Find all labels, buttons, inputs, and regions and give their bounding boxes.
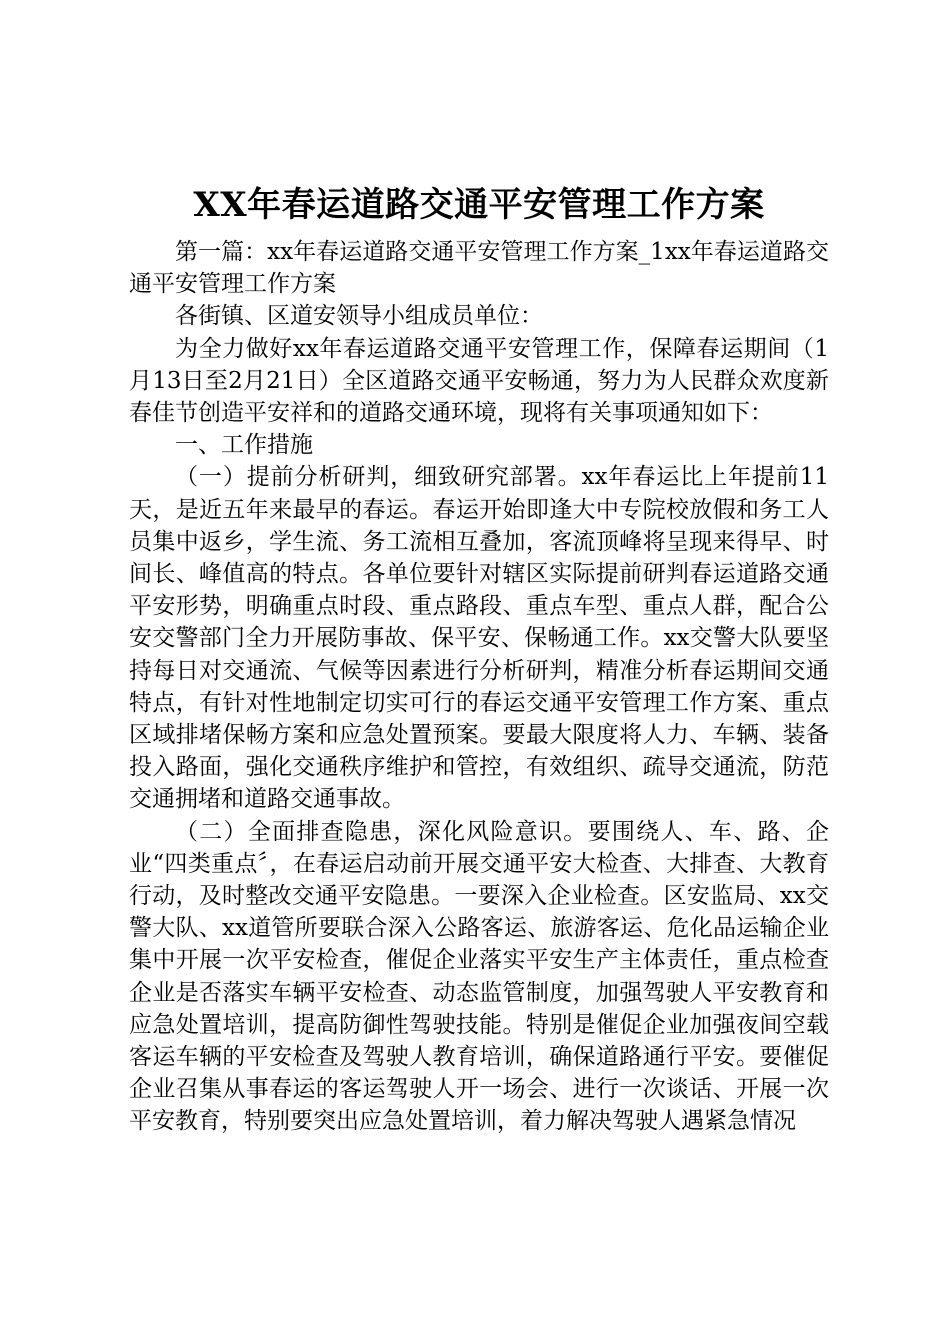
- paragraph-first-article: 第一篇：xx年春运道路交通平安管理工作方案_1xx年春运道路交通平安管理工作方案: [129, 239, 829, 298]
- document-title: XX年春运道路交通平安管理工作方案: [193, 185, 765, 225]
- section-heading-work-measures: 一、工作措施: [175, 432, 313, 459]
- paragraph-measure-2: （二）全面排查隐患，深化风险意识。要围绕人、车、路、企业“四类重点〞，在春运启动前开展交通平安大检查、大排查、大教育行动，及时整改交通平安隐患。一要深入企业检查。区安监局、xx交警大队、xx道管所要联合深入公路客运、旅游客运、危化品运输企业集中开展一次平安检查，催促企业落实平安生产主体责任，重点检查企业是否落实车辆平安检查、动态监管制度，加强驾驶人平安教育和应急处置培训，提高防御性驾驶技能。特别是催促企业加强夜间空载客运车辆的平安检查及驾驶人教育培训，确保道路通行平安。要催促企业召集从事春运的客运驾驶人开一场会、进行一次谈话、开展一次平安教育，特别要突出应急处置培训，着力解决驾驶人遇紧急情况: [129, 818, 829, 1135]
- paragraph-salutation: 各街镇、区道安领导小组成员单位：: [175, 303, 543, 330]
- paragraph-intro: 为全力做好xx年春运道路交通平安管理工作，保障春运期间（1月13日至2月21日）全区道路交通平安畅通，努力为人民群众欢度新春佳节创造平安祥和的道路交通环境，现将有关事项通知如下：: [129, 335, 829, 427]
- document-page: [129, 180, 829, 1138]
- paragraph-measure-1: （一）提前分析研判，细致研究部署。xx年春运比上年提前11天，是近五年来最早的春运。春运开始即逢大中专院校放假和务工人员集中返乡，学生流、务工流相互叠加，客流顶峰将呈现来得早、时间长、峰值高的特点。各单位要针对辖区实际提前研判春运道路交通平安形势，明确重点时段、重点路段、重点车型、重点人群，配合公安交警部门全力开展防事故、保平安、保畅通工作。xx交警大队要坚持每日对交通流、气候等因素进行分析研判，精准分析春运期间交通特点，有针对性地制定切实可行的春运交通平安管理工作方案、重点区域排堵保畅方案和应急处置预案。要最大限度将人力、车辆、装备投入路面，强化交通秩序维护和管控，有效组织、疏导交通流，防范交通拥堵和道路交通事故。: [129, 464, 829, 813]
